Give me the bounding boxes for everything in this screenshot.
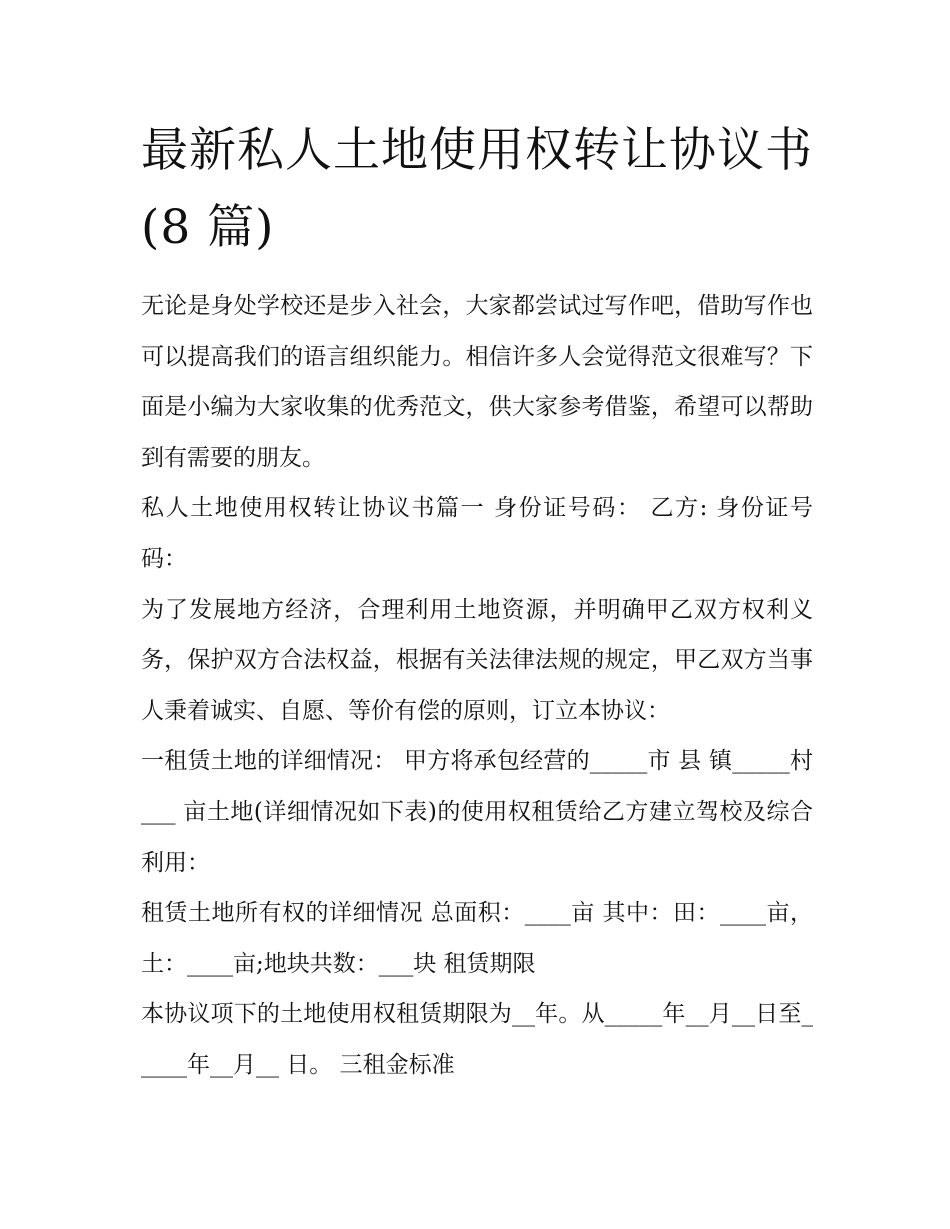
paragraph-intro: 无论是身处学校还是步入社会，大家都尝试过写作吧，借助写作也可以提高我们的语言组织能力。相信许多人会觉得范文很难写？下面是小编为大家收集的优秀范文，供大家参考借鉴，希望可以帮助到有需要的朋友。: [141, 293, 813, 471]
paragraph-land-area: 租赁土地所有权的详细情况 总面积：____亩 其中：田：____亩，土：____亩;地块共数：___块 租赁期限: [141, 900, 813, 977]
paragraph-land-details: 一租赁土地的详细情况： 甲方将承包经营的_____市 县 镇_____村___ 亩土地(详细情况如下表)的使用权租赁给乙方建立驾校及综合利用：: [141, 748, 813, 876]
paragraph-purpose: 为了发展地方经济，合理利用土地资源，并明确甲乙双方权利义务，保护双方合法权益，根据有关法律法规的规定，甲乙双方当事人秉着诚实、自愿、等价有偿的原则，订立本协议：: [141, 596, 813, 724]
paragraph-lease-term: 本协议项下的土地使用权租赁期限为__年。从_____年__月__日至_____年__月__ 日。 三租金标准: [141, 1001, 813, 1078]
document-title: 最新私人土地使用权转让协议书(8 篇): [141, 123, 813, 255]
paragraph-parties: 私人土地使用权转让协议书篇一 身份证号码： 乙方: 身份证号码：: [141, 495, 813, 572]
document-body: [141, 281, 813, 1091]
